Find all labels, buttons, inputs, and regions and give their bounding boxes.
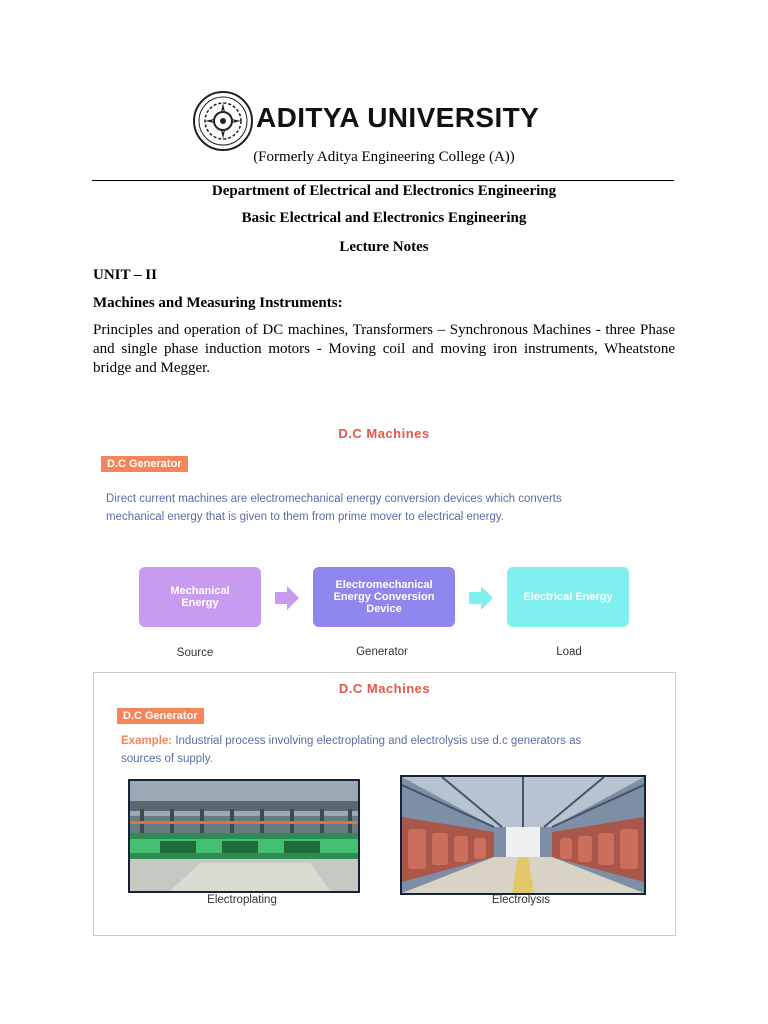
flow-caption-generator: Generator — [356, 646, 408, 658]
flow-box-electrical — [507, 567, 629, 627]
flow-caption-load: Load — [556, 646, 582, 658]
university-seal-icon — [192, 90, 254, 152]
slide1-tag: D.C Generator — [101, 456, 188, 472]
slide1-title: D.C Machines — [338, 426, 430, 441]
flow-box-electrical-label: Electrical Energy — [523, 591, 613, 603]
slide2-frame — [93, 672, 676, 936]
flow-box-conversion — [313, 567, 455, 627]
unit-heading: Machines and Measuring Instruments: — [93, 295, 343, 311]
university-name: ADITYA UNIVERSITY — [256, 102, 540, 133]
example-text: Industrial process involving electroplating and electrolysis use d.c generators as sources of supply. — [121, 735, 582, 765]
header-divider — [92, 180, 674, 181]
caption-electroplating: Electroplating — [207, 894, 277, 906]
slide2-title: D.C Machines — [338, 681, 431, 696]
unit-label: UNIT – II — [93, 267, 157, 283]
flow-arrow-icon — [467, 585, 495, 611]
electrolysis-photo — [400, 775, 646, 895]
notes-title: Lecture Notes — [339, 239, 429, 255]
flow-box-mechanical-label: Mechanical Energy — [170, 585, 230, 609]
flow-box-mechanical — [139, 567, 261, 627]
electroplating-photo — [128, 779, 360, 893]
course-title: Basic Electrical and Electronics Engineering — [241, 210, 527, 226]
electroplating-image — [130, 781, 358, 891]
caption-electrolysis: Electrolysis — [491, 894, 551, 906]
electrolysis-image — [402, 777, 644, 893]
flow-box-conversion-label: Electromechanical Energy Conversion Device — [333, 579, 435, 615]
unit-syllabus-paragraph: Principles and operation of DC machines, Transformers – Synchronous Machines - three Phase and single phase induction motors - Moving coil and moving iron instruments, Wheatstone bridge and Megger. — [93, 322, 675, 376]
flow-caption-source: Source — [176, 647, 214, 659]
department-title: Department of Electrical and Electronics Engineering — [211, 183, 557, 199]
slide1-text: Direct current machines are electromechanical energy conversion devices which converts mechanical energy that is given to them from prime mover to electrical energy. — [106, 493, 562, 523]
slide2-example — [121, 732, 591, 768]
example-label: Example: — [121, 735, 173, 747]
formerly-subtitle: (Formerly Aditya Engineering College (A)) — [253, 149, 515, 165]
slide2-tag: D.C Generator — [117, 708, 204, 724]
flow-arrow-icon — [273, 585, 301, 611]
university-logo — [192, 90, 570, 152]
